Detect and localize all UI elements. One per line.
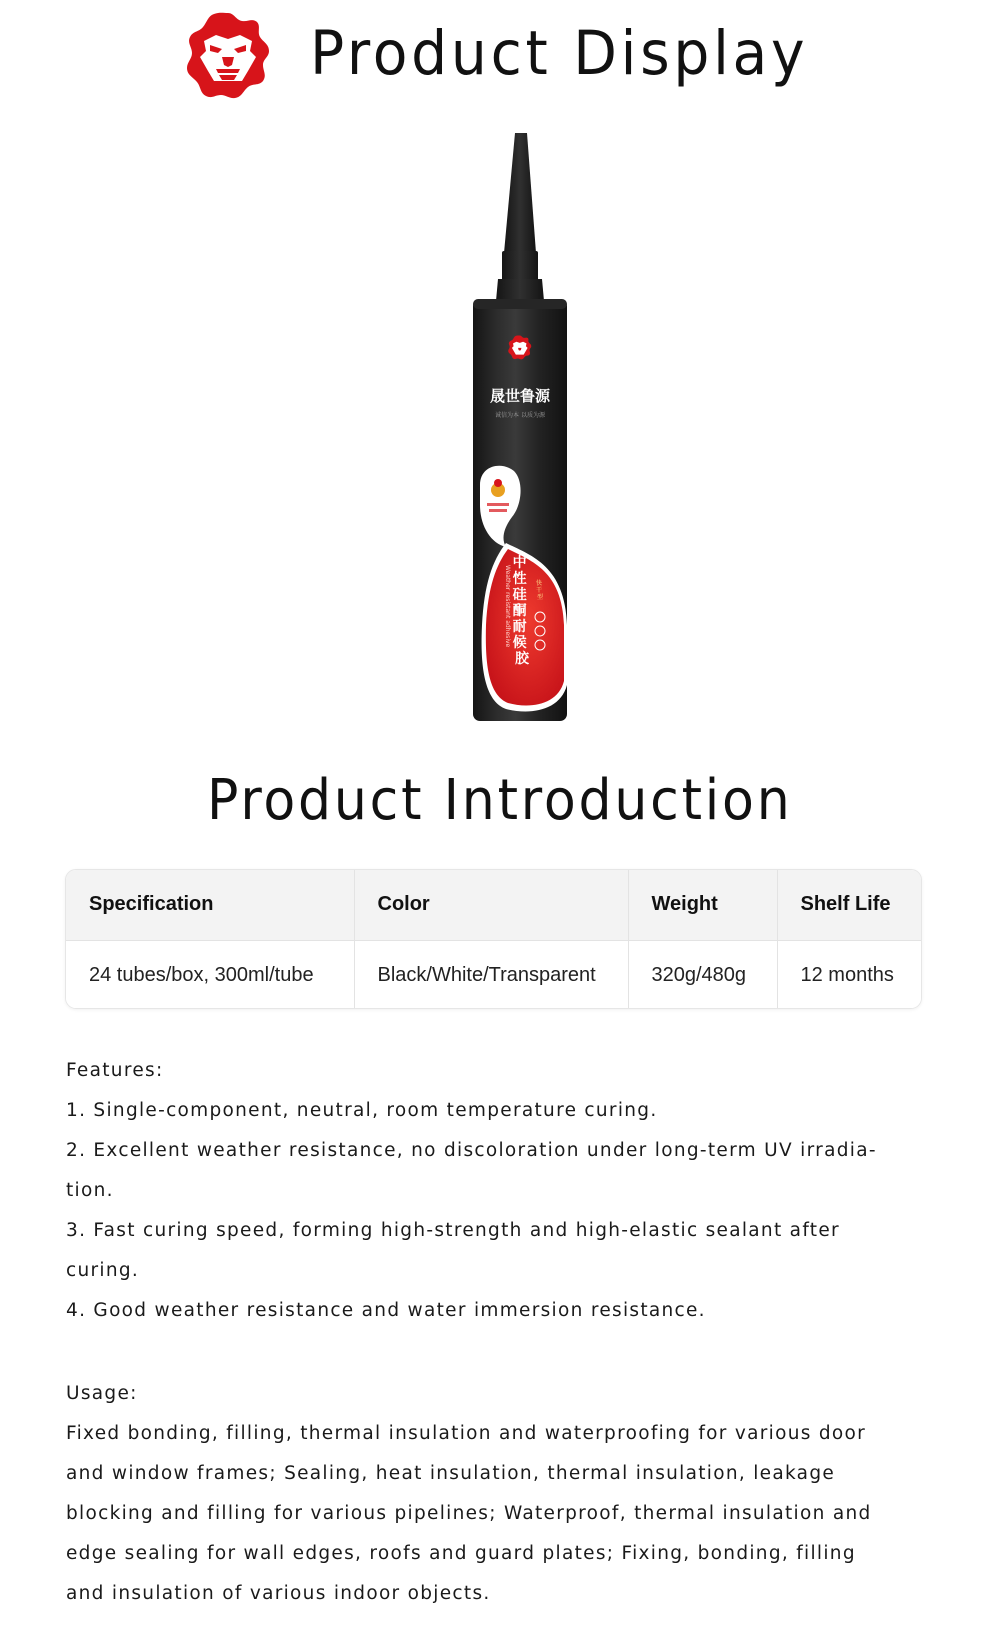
feature-line: tion. [66, 1180, 114, 1201]
tube-brand-name: 晟世鲁源 [489, 387, 551, 405]
page-header [0, 0, 1000, 110]
table-row [66, 940, 922, 1009]
spec-table [65, 869, 922, 1009]
feature-line: 1. Single-component, neutral, room temperature curing. [66, 1100, 658, 1121]
section-title-text: Product Introduction [207, 768, 793, 833]
feature-line: 4. Good weather resistance and water immersion resistance. [66, 1300, 706, 1321]
feature-line: curing. [66, 1260, 140, 1281]
column-header-specification: Specification [66, 870, 354, 940]
tube-product-name: 中 性 硅 酮 耐 候 胶 [512, 555, 529, 667]
usage-line: and window frames; Sealing, heat insulation, thermal insulation, leakage [66, 1463, 836, 1484]
spacer [66, 1331, 936, 1374]
feature-line: 2. Excellent weather resistance, no discoloration under long-term UV irradia- [66, 1140, 877, 1161]
usage-line: blocking and filling for various pipelines; Waterproof, thermal insulation and [66, 1503, 872, 1524]
cell-specification: 24 tubes/box, 300ml/tube [66, 940, 354, 1009]
svg-text:快 干 型: 快 干 型 [536, 580, 544, 601]
cell-shelf-life: 12 months [800, 963, 894, 986]
column-header-shelf-life: Shelf Life [777, 870, 922, 940]
column-header-color: Color [354, 870, 628, 940]
feature-line: 3. Fast curing speed, forming high-strength and high-elastic sealant after [66, 1220, 840, 1241]
tube-product-name-en: Weather resistant adhesive [504, 565, 511, 648]
column-header-weight: Weight [628, 870, 777, 940]
usage-line: and insulation of various indoor objects. [66, 1583, 491, 1604]
page-title: Product Display [310, 18, 809, 89]
usage-line: edge sealing for wall edges, roofs and guard plates; Fixing, bonding, filling [66, 1543, 856, 1564]
usage-heading: Usage: [66, 1383, 138, 1404]
section-title-product-introduction [0, 766, 1000, 836]
sealant-tube-image [440, 125, 600, 730]
cell-weight: 320g/480g [628, 940, 777, 1009]
features-heading: Features: [66, 1060, 164, 1081]
tube-slogan: 诚信为本 以质为源 [495, 412, 545, 419]
usage-line: Fixed bonding, filling, thermal insulation and waterproofing for various door [66, 1423, 867, 1444]
lion-head-logo-icon [186, 11, 270, 99]
product-description [66, 1051, 936, 1614]
table-header-row [66, 870, 922, 940]
cell-color: Black/White/Transparent [354, 940, 628, 1009]
